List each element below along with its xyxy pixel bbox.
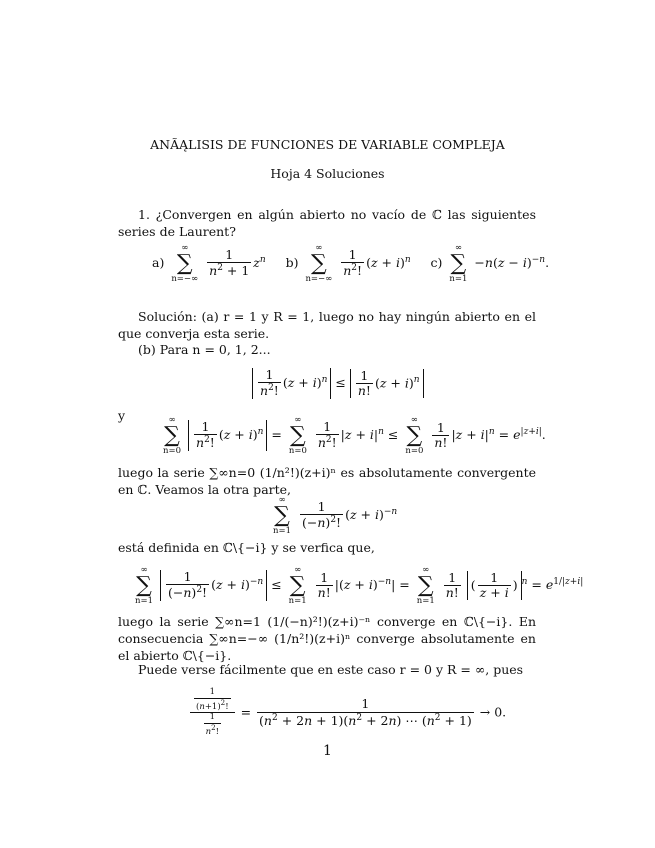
- series-a-label: a): [152, 255, 165, 270]
- defined-text: está definida en ℂ\{−i} y se verfica que,: [118, 540, 375, 555]
- page-subtitle: Hoja 4 Soluciones: [270, 166, 385, 181]
- series-b-label: b): [285, 255, 299, 270]
- word-y: y: [118, 408, 126, 423]
- inequality-1: $\frac{1}{n^2!}$ $(z + i)^n$ ≤ $\frac{1}{n!}$ $(z + i)^n$: [252, 368, 424, 399]
- problem-statement: 1. ¿Convergen en algún abierto no vacío de ℂ las siguientes series de Laurent?: [118, 207, 536, 239]
- inequality-2: ∞ ∑ n=0 $\frac{1}{n^2!}$ $(z + i)^n$ = ∞ ∑ n=0 $\frac{1}{n^2!}$ $|z + i|^n$ ≤ ∞ ∑ n=0 $\frac{1}{n!}$ $|z + i|^n = e^{|z+i|}$.: [163, 415, 546, 456]
- page-number: 1: [323, 743, 332, 759]
- conclusion-text: luego la serie ∑∞n=1 (1/(−n)²!)(z+i)⁻ⁿ converge en ℂ\{−i}. En consecuencia ∑∞n=−∞ (1/n²!)(z+i)ⁿ converge absolutamente en el abierto ℂ\{−i}.: [118, 614, 536, 663]
- negative-series: ∞ ∑ n=1 $\frac{1}{(-n)^2!}$ $(z + i)^{-n}$: [273, 495, 398, 536]
- solution-part-b: (b) Para n = 0, 1, 2...: [138, 342, 271, 357]
- series-equations: a) ∞ ∑ n=−∞ $\frac{1}{n^2 + 1}$ $z^n$ b) ∞ ∑ n=−∞ $\frac{1}{n^2!}$ $(z + i)^n$ c) ∞ ∑ n=1 $-n(z - i)^{-n}$.: [152, 243, 550, 284]
- solution-intro: Solución: (a) r = 1 y R = 1, luego no hay ningún abierto en el que converja esta serie.: [118, 309, 536, 341]
- inequality-3: ∞ ∑ n=1 $\frac{1}{(-n)^2!}$ $(z + i)^{-n}$ ≤ ∞ ∑ n=1 $\frac{1}{n!}$ $|(z + i)^{-n}|$ = ∞ ∑ n=1 $\frac{1}{n!}$ ( $\frac{1}{z + i}$ ) $^n = e^{1/|z+i|}$: [135, 565, 584, 606]
- convergence-text: luego la serie ∑∞n=0 (1/n²!)(z+i)ⁿ es absolutamente convergente en ℂ. Veamos la otra parte,: [118, 465, 536, 497]
- radius-text: Puede verse fácilmente que en este caso r = 0 y R = ∞, pues: [138, 662, 524, 677]
- ratio-limit: $\frac{\frac{1}{(n+1)^2!}}{\frac{1}{n^2!}}$ = $\frac{1}{(n^2 + 2n + 1)(n^2 + 2n) \cdots (n^2 + 1)}$ → 0.: [188, 688, 506, 738]
- series-c-label: c): [430, 255, 443, 270]
- page-title: ANÃĄLISIS DE FUNCIONES DE VARIABLE COMPLEJA: [150, 137, 505, 152]
